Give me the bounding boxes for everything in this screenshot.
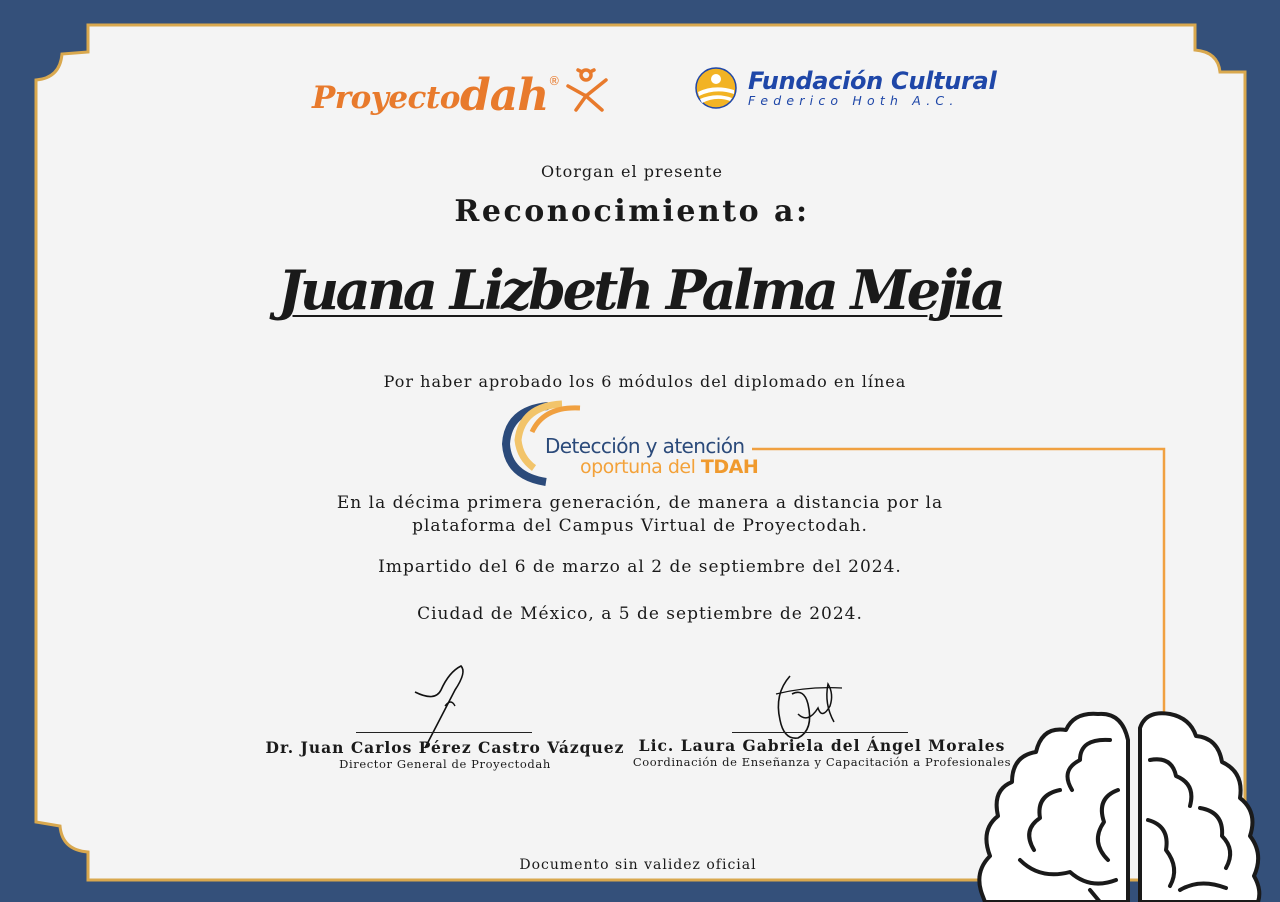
signature-2-line bbox=[732, 732, 908, 733]
fundacion-logo bbox=[694, 66, 996, 110]
person-icon bbox=[562, 66, 610, 112]
course-logo-line2 bbox=[580, 456, 758, 478]
approval-text: Por haber aprobado los 6 módulos del diplomado en línea bbox=[383, 372, 907, 391]
signer-2-name: Lic. Laura Gabriela del Ángel Morales bbox=[638, 736, 1006, 755]
logo-word-dah: dah bbox=[459, 70, 549, 121]
signer-1-role: Director General de Proyectodah bbox=[339, 757, 551, 771]
proyectodah-logo bbox=[312, 60, 610, 121]
signature-1-line bbox=[356, 732, 532, 733]
registered-mark: ® bbox=[548, 74, 561, 88]
certificate-title: Reconocimiento a: bbox=[454, 194, 810, 229]
dates-text: Impartido del 6 de marzo al 2 de septiembre del 2024. bbox=[378, 557, 902, 577]
signer-2-role: Coordinación de Enseñanza y Capacitación a Profesionales bbox=[632, 755, 1012, 769]
signature-2-scribble bbox=[768, 664, 848, 746]
footer-disclaimer: Documento sin validez oficial bbox=[519, 857, 757, 873]
signer-1-name: Dr. Juan Carlos Pérez Castro Vázquez bbox=[265, 738, 625, 757]
fundacion-subtitle: Federico Hoth A.C. bbox=[748, 93, 959, 108]
generation-line-1: En la décima primera generación, de manera a distancia por la bbox=[336, 493, 944, 513]
logo-word-proyecto: Proyecto bbox=[312, 80, 460, 116]
recipient-name-wrap bbox=[0, 258, 1280, 322]
generation-text bbox=[0, 492, 1280, 538]
course-logo-line1: Detección y atención bbox=[545, 434, 745, 458]
course-logo-line2a: oportuna del bbox=[580, 456, 701, 478]
course-logo-tdah: TDAH bbox=[700, 456, 759, 478]
fundacion-name: Fundación Cultural bbox=[748, 67, 997, 95]
recipient-name: Juana Lizbeth Palma Mejia bbox=[277, 258, 1003, 322]
intro-text: Otorgan el presente bbox=[541, 162, 723, 181]
generation-line-2: plataforma del Campus Virtual de Proyectodah. bbox=[412, 516, 868, 536]
place-date-text: Ciudad de México, a 5 de septiembre de 2024. bbox=[417, 604, 863, 624]
sun-field-icon bbox=[694, 66, 738, 110]
